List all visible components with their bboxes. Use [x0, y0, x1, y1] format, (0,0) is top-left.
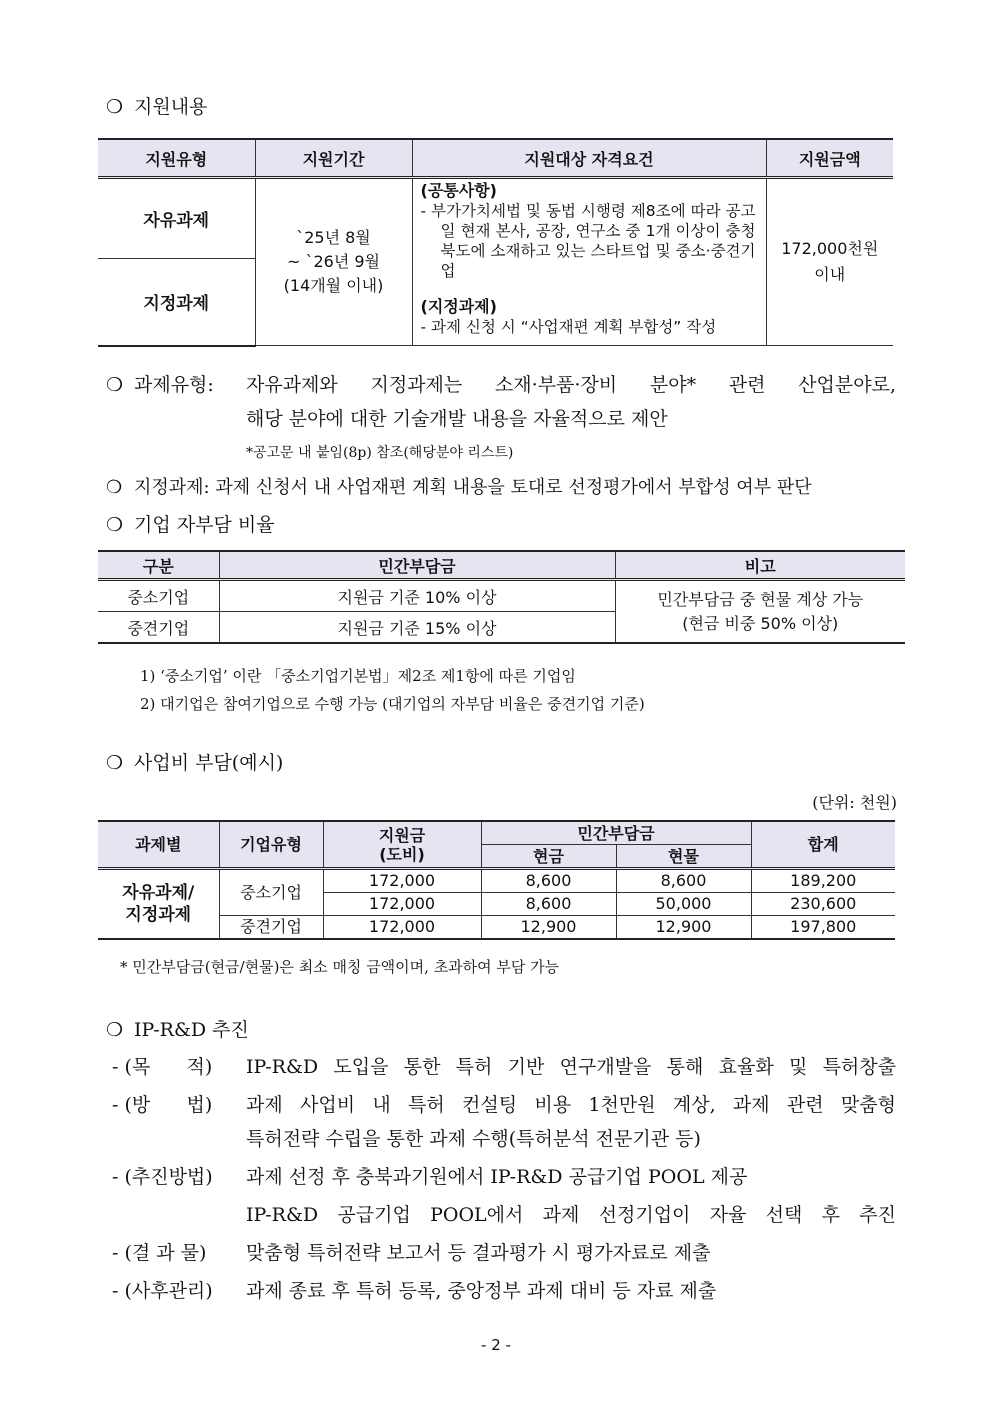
task-type-line-1: 자유과제와 지정과제는 소재·부품·장비 분야* 관련 산업분야로,: [246, 374, 896, 396]
header-private-burden: 민간부담금: [219, 551, 615, 580]
header-cash: 현금: [481, 845, 616, 869]
header-support-amount: 지원금액: [766, 139, 893, 178]
header-total: 합계: [751, 821, 895, 869]
ip-rnd-item-text: IP-R&D 도입을 통한 특허 기반 연구개발을 통해 효율화 및 특허창출: [246, 1056, 896, 1078]
designated-task-text: 지정과제: 과제 신청서 내 사업재편 계획 내용을 토대로 선정평가에서 부합성 여부 판단: [134, 477, 812, 498]
circle-bullet-icon: ❍: [106, 1019, 124, 1041]
ip-rnd-item-text: 과제 사업비 내 특허 컨설팅 비용 1천만원 계상, 과제 관련 맞춤형: [246, 1094, 896, 1116]
task-type-label: 과제유형:: [134, 374, 214, 396]
header-support-fund: [323, 821, 481, 869]
remark-line: 민간부담금 중 현물 계상 가능: [657, 589, 864, 609]
in-kind-value: 12,900: [616, 916, 751, 940]
support-amount-cell: [766, 178, 893, 346]
company-type-sme: 중소기업: [219, 869, 323, 916]
self-burden-title: 기업 자부담 비율: [134, 514, 275, 536]
support-value: 172,000: [323, 893, 481, 916]
row-burden: 지원금 기준 15% 이상: [219, 612, 615, 644]
cash-value: 8,600: [481, 869, 616, 893]
circle-bullet-icon: ❍: [106, 374, 124, 396]
task-line: 자유과제/: [122, 883, 195, 903]
page-number: - 2 -: [481, 1336, 511, 1354]
support-fund-line: 지원금: [378, 825, 426, 845]
eligibility-cell: [412, 178, 766, 346]
project-cost-title: 사업비 부담(예시): [134, 752, 284, 774]
type-designated-task: 지정과제: [98, 259, 255, 346]
circle-bullet-icon: ❍: [106, 514, 124, 536]
common-text: - 부가가치세법 및 동법 시행령 제8조에 따라 공고일 현재 본사, 공장, 연구소 중 1개 이상이 충청북도에 소재하고 있는 스타트업 및 중소·중견기업: [420, 202, 756, 280]
ip-rnd-item-text: 특허전략 수립을 통한 과제 수행(특허분석 전문기관 등): [246, 1128, 701, 1150]
header-support-type: 지원유형: [98, 139, 255, 178]
header-support-period: 지원기간: [255, 139, 412, 178]
cost-note: * 민간부담금(현금/현물)은 최소 매칭 금액이며, 초과하여 부담 가능: [120, 958, 560, 976]
header-category: 구분: [98, 551, 219, 580]
header-remark: 비고: [615, 551, 905, 580]
designated-text: - 과제 신청 시 “사업재편 계획 부합성” 작성: [420, 318, 717, 336]
type-free-task: 자유과제: [98, 178, 255, 259]
footnote-1: 1) ‘중소기업’ 이란 「중소기업기본법」제2조 제1항에 따른 기업임: [140, 667, 576, 685]
circle-bullet-icon: ❍: [106, 96, 124, 118]
task-line: 지정과제: [125, 905, 192, 925]
ip-rnd-item-text: 과제 선정 후 충북과기원에서 IP-R&D 공급기업 POOL 제공: [246, 1166, 748, 1188]
row-type: 중소기업: [98, 580, 219, 612]
task-type-note: *공고문 내 붙임(8p) 참조(해당분야 리스트): [246, 445, 514, 461]
company-type-midsize: 중견기업: [219, 916, 323, 940]
remark-line: (현금 비중 50% 이상): [682, 613, 839, 633]
amount-line: 172,000천원: [781, 239, 879, 258]
total-value: 230,600: [751, 893, 895, 916]
self-burden-table: [98, 550, 905, 644]
in-kind-value: 50,000: [616, 893, 751, 916]
support-value: 172,000: [323, 916, 481, 940]
header-eligibility: 지원대상 자격요건: [412, 139, 766, 178]
ip-rnd-item-text: IP-R&D 공급기업 POOL에서 과제 선정기업이 자율 선택 후 추진: [246, 1204, 896, 1226]
period-line: (14개월 이내): [283, 276, 384, 295]
period-line: `25년 8월: [296, 228, 371, 247]
ip-rnd-item-key: - (결 과 물): [112, 1242, 207, 1264]
project-cost-table: [98, 820, 895, 940]
period-line: ~ `26년 9월: [286, 252, 381, 271]
ip-rnd-item-text: 과제 종료 후 특허 등록, 중앙정부 과제 대비 등 자료 제출: [246, 1280, 717, 1302]
section-designated-task: [106, 473, 812, 499]
unit-label: (단위: 천원): [812, 793, 897, 812]
row-type: 중견기업: [98, 612, 219, 644]
task-cell: [98, 869, 219, 940]
ip-rnd-item-key: - (목 적): [112, 1056, 213, 1078]
ip-rnd-item-key: - (사후관리): [112, 1280, 213, 1302]
header-in-kind: 현물: [616, 845, 751, 869]
support-table: [98, 138, 893, 347]
support-value: 172,000: [323, 869, 481, 893]
circle-bullet-icon: ❍: [106, 477, 123, 498]
header-company-type: 기업유형: [219, 821, 323, 869]
circle-bullet-icon: ❍: [106, 752, 124, 774]
task-type-line-2: 해당 분야에 대한 기술개발 내용을 자율적으로 제안: [246, 408, 668, 430]
remark-cell: [615, 580, 905, 644]
footnote-2: 2) 대기업은 참여기업으로 수행 가능 (대기업의 자부담 비율은 중견기업 기준): [140, 695, 645, 713]
section-project-cost: [106, 748, 283, 775]
section-support-content: [106, 92, 207, 119]
ip-rnd-item-key: - (추진방법): [112, 1166, 213, 1188]
in-kind-value: 8,600: [616, 869, 751, 893]
total-value: 197,800: [751, 916, 895, 940]
cash-value: 8,600: [481, 893, 616, 916]
section-title: 지원내용: [134, 96, 208, 118]
support-period-cell: [255, 178, 412, 346]
amount-line: 이내: [814, 265, 846, 284]
section-ip-rnd: [106, 1015, 249, 1042]
section-self-burden: [106, 510, 275, 537]
ip-rnd-item-text: 맞춤형 특허전략 보고서 등 결과평가 시 평가자료로 제출: [246, 1242, 711, 1264]
header-task: 과제별: [98, 821, 219, 869]
total-value: 189,200: [751, 869, 895, 893]
section-task-type: [106, 370, 214, 397]
support-fund-line: (도비): [379, 844, 425, 864]
row-burden: 지원금 기준 10% 이상: [219, 580, 615, 612]
ip-rnd-item-key: - (방 법): [112, 1094, 213, 1116]
cash-value: 12,900: [481, 916, 616, 940]
common-title: (공통사항): [420, 181, 497, 200]
designated-title: (지정과제): [420, 297, 497, 316]
header-private-burden: 민간부담금: [481, 821, 751, 845]
ip-rnd-title: IP-R&D 추진: [134, 1019, 249, 1041]
